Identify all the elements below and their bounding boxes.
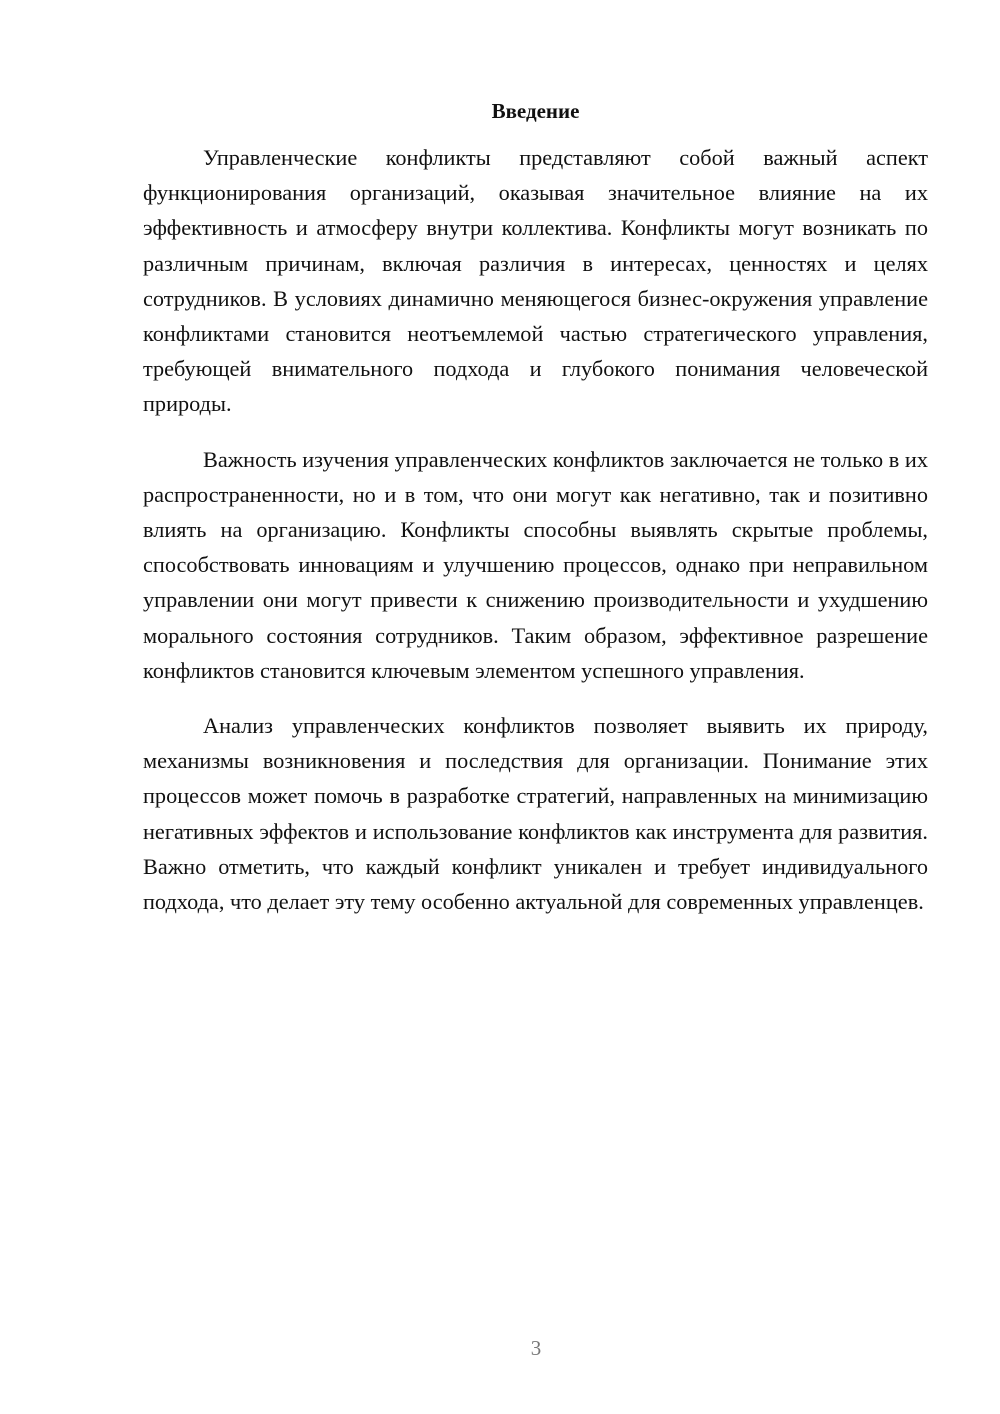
paragraph-3: Анализ управленческих конфликтов позволяет выявить их природу, механизмы возникновения и последствия для организации. Понимание этих процессов может помочь в разработке стратегий, направленных на минимизацию негативных эффектов и использование конфликтов как инструмента для развития. Важно отметить, что каждый конфликт уникален и требует индивидуального подхода, что делает эту тему особенно актуальной для современных управленцев. bbox=[143, 713, 928, 915]
page-number: 3 bbox=[530, 1336, 542, 1360]
section-title: Введение bbox=[491, 99, 580, 123]
page-content bbox=[143, 96, 928, 939]
paragraph-2: Важность изучения управленческих конфликтов заключается не только в их распространенности, но и в том, что они могут как негативно, так и позитивно влиять на организацию. Конфликты способны выявлять скрытые проблемы, способствовать инновациям и улучшению процессов, однако при неправильном управлении они могут привести к снижению производительности и ухудшению морального состояния сотрудников. Таким образом, эффективное разрешение конфликтов становится ключевым элементом успешного управления. bbox=[143, 446, 928, 683]
paragraph-1: Управленческие конфликты представляют собой важный аспект функционирования организаций, оказывая значительное влияние на их эффективность и атмосферу внутри коллектива. Конфликты могут возникать по различным причинам, включая различия в интересах, ценностях и целях сотрудников. В условиях динамично меняющегося бизнес-окружения управление конфликтами становится неотъемлемой частью стратегического управления, требующей внимательного подхода и глубокого понимания человеческой природы. bbox=[143, 145, 928, 417]
